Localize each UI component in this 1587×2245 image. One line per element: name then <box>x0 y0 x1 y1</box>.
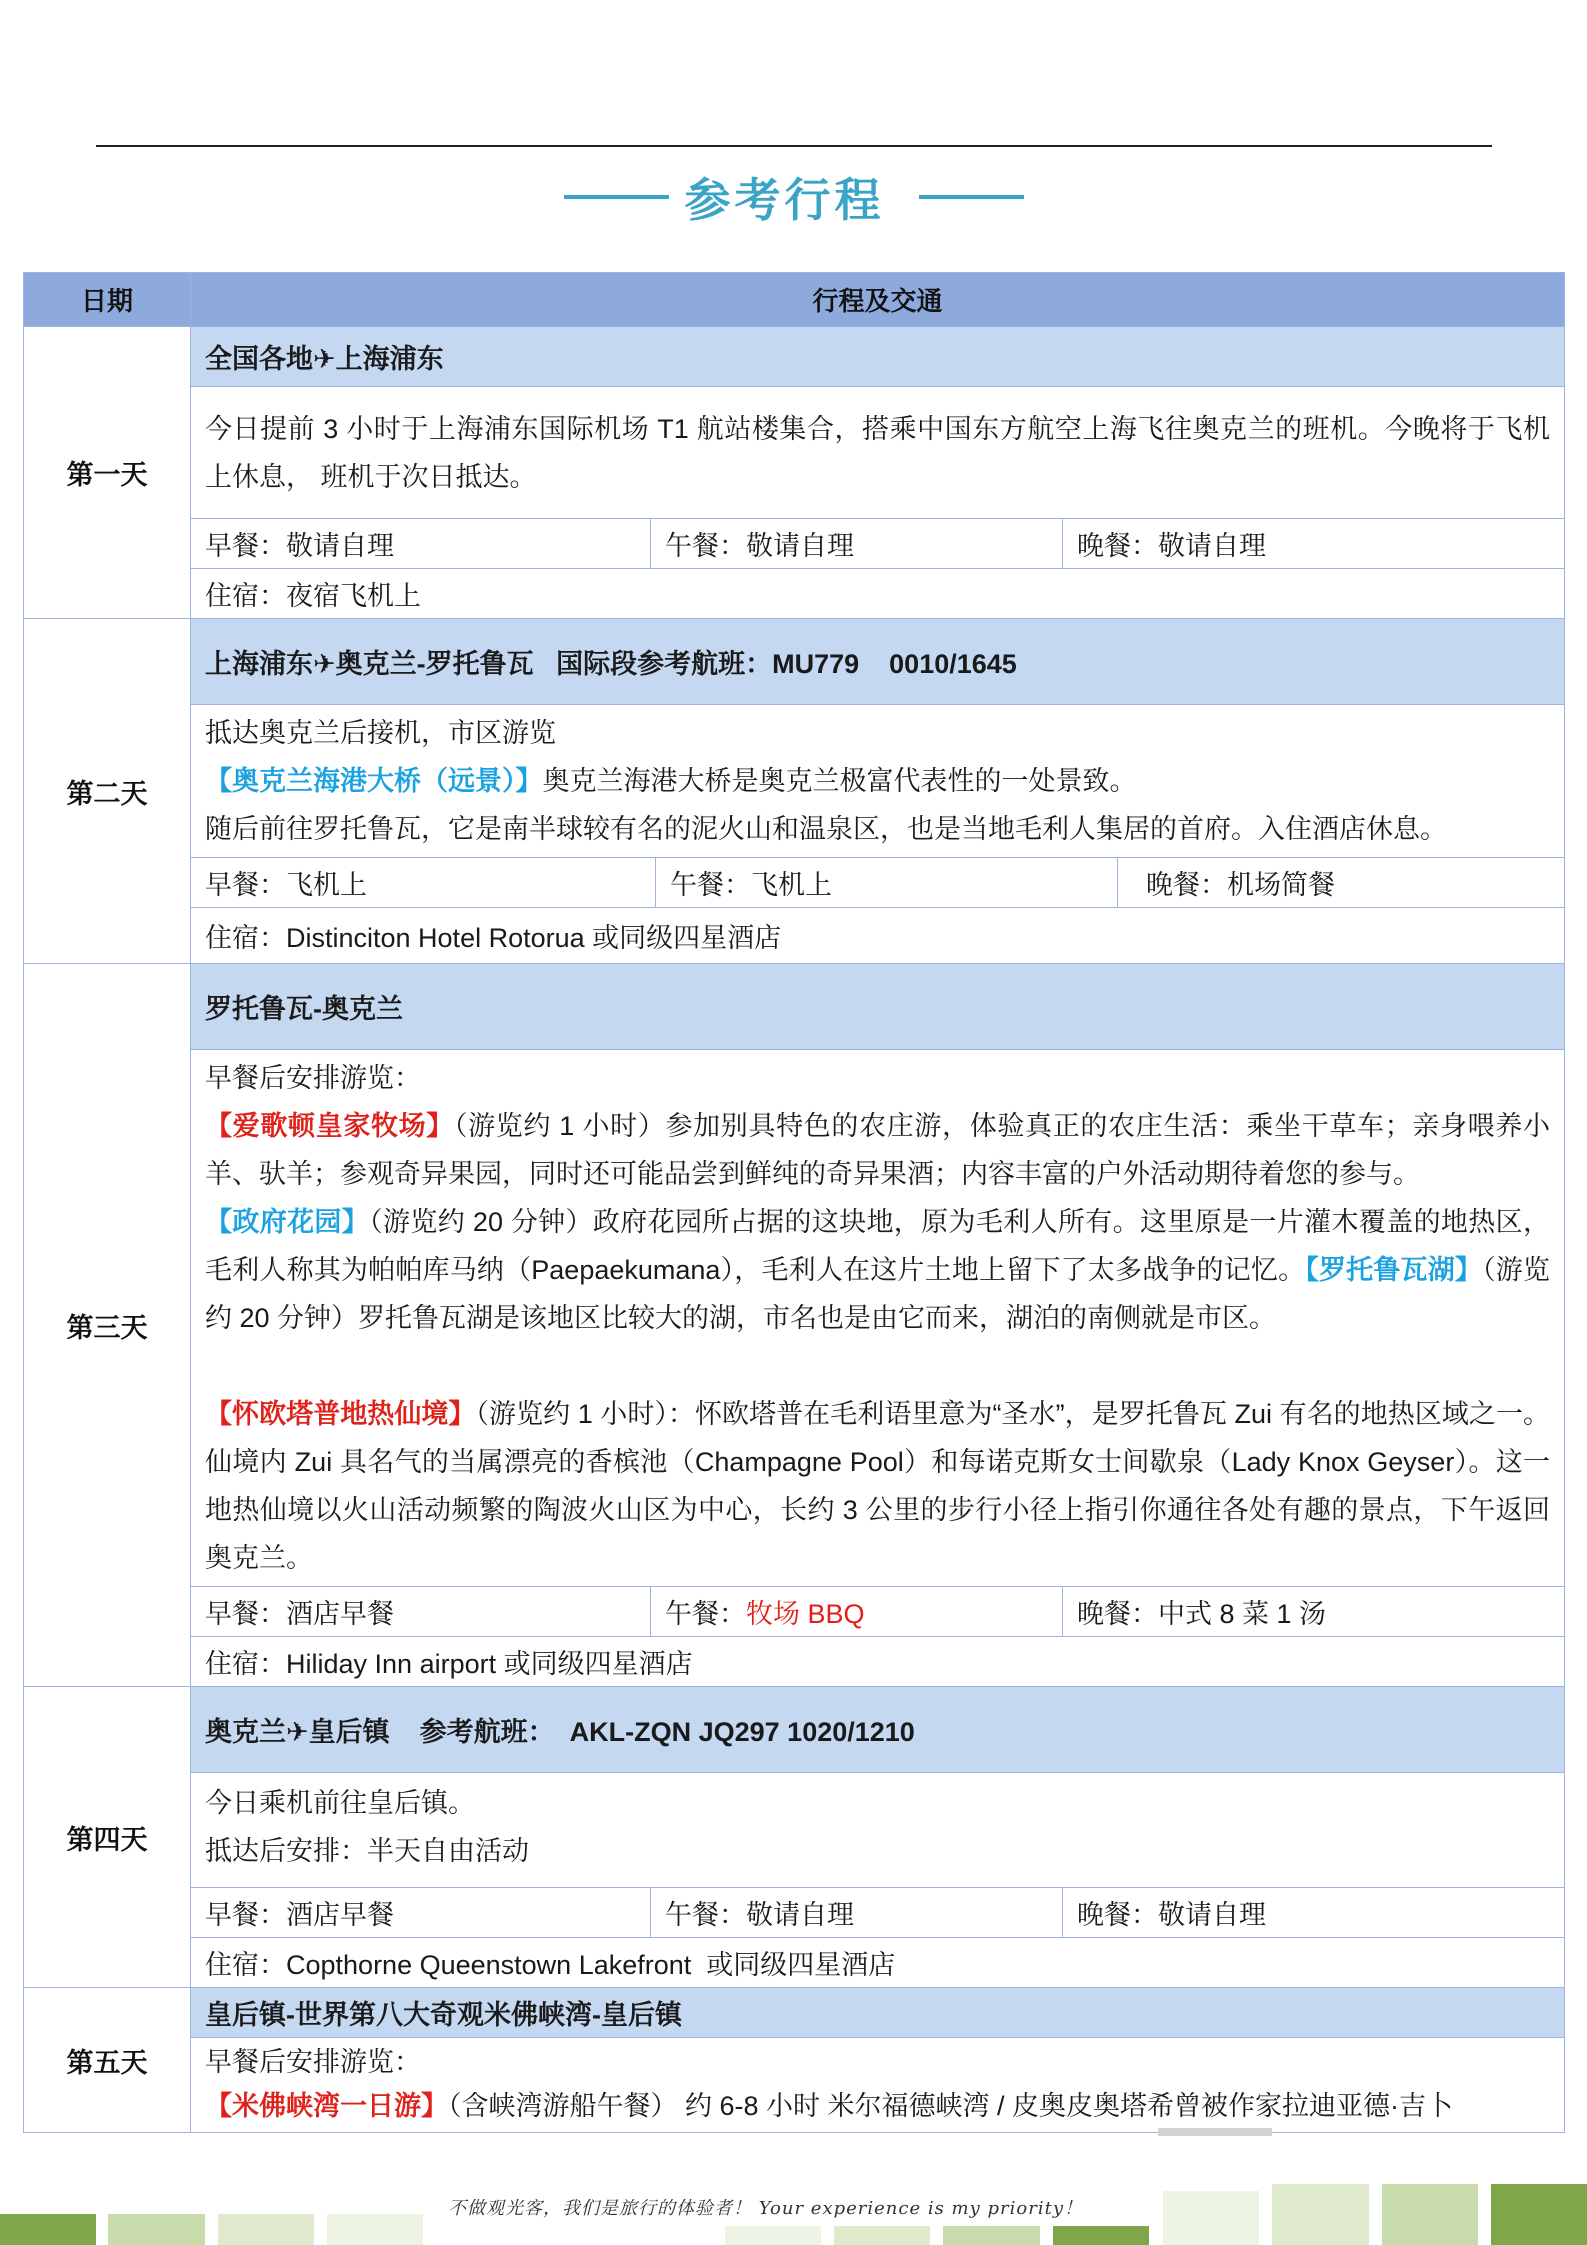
day2-highlight: 【奥克兰海港大桥（远景）】 <box>205 766 543 796</box>
day3-para4-text: （游览约 1 小时）：怀欧塔普在毛利语里意为“圣水”，是罗托鲁瓦 Zui 有名的地热区域之一。仙境内 Zui 具名气的当属漂亮的香槟池（Champagne Pool）和每诺克斯女士间歇泉（Lady Knox Geyser）。这一地热仙境以火山活动频繁的陶波火山区为中心，长约 3 公里的步行小径上指引你通往各处有趣的景点，下午返回奥克兰。 <box>205 1399 1551 1573</box>
day2-line2 <box>205 757 1550 805</box>
day5-route-row <box>24 1988 1565 2038</box>
footer-block-9 <box>1163 2191 1259 2245</box>
day2-meals <box>191 858 1565 908</box>
day3-para3-text: （游览约 20 分钟）罗托鲁瓦湖是该地区比较大的湖，市名也是由它而来，湖泊的南侧就是市区。 <box>205 1255 1550 1333</box>
day5-body <box>191 2038 1565 2133</box>
itinerary-table <box>23 272 1565 2133</box>
heading-dash-left <box>564 195 669 199</box>
footer-block-12 <box>1491 2184 1587 2245</box>
footer-block-3 <box>218 2214 314 2245</box>
day3-body <box>191 1050 1565 1587</box>
day1-route-row <box>24 327 1565 387</box>
day5-body-row <box>24 2038 1565 2133</box>
day1-body: 今日提前 3 小时于上海浦东国际机场 T1 航站楼集合，搭乘中国东方航空上海飞往奥克兰的班机。今晚将于飞机上休息， 班机于次日抵达。 <box>191 387 1565 519</box>
day4-breakfast: 早餐：酒店早餐 <box>191 1888 651 1937</box>
day3-para4 <box>205 1390 1550 1582</box>
day3-spacer <box>205 1342 1550 1390</box>
day2-stay-row <box>24 908 1565 964</box>
day5-highlight-milford: 【米佛峡湾一日游】 <box>205 2091 448 2121</box>
footer-block-7 <box>943 2226 1040 2245</box>
day5-route: 皇后镇-世界第八大奇观米佛峡湾-皇后镇 <box>191 1988 1565 2038</box>
day5-intro: 早餐后安排游览： <box>205 2047 421 2077</box>
footer-block-1 <box>0 2214 96 2245</box>
day4-body <box>191 1773 1565 1888</box>
footer-block-10 <box>1272 2184 1369 2245</box>
day1-route: 全国各地✈上海浦东 <box>191 327 1565 387</box>
day5-para1-text: （含峡湾游船午餐） 约 6-8 小时 米尔福德峡湾 / 皮奥皮奥塔希曾被作家拉迪亚德·吉卜 <box>448 2091 1454 2121</box>
day3-para1-text: （游览约 1 小时）参加别具特色的农庄游，体验真正的农庄生活：乘坐干草车；亲身喂养小羊、驮羊；参观奇异果园，同时还可能品尝到鲜纯的奇异果酒；内容丰富的户外活动期待着您的参与。 <box>205 1111 1550 1189</box>
day2-body-row <box>24 705 1565 858</box>
day2-body <box>191 705 1565 858</box>
day2-line3: 随后前往罗托鲁瓦，它是南半球较有名的泥火山和温泉区，也是当地毛利人集居的首府。入住酒店休息。 <box>205 814 1447 844</box>
day2-line1: 抵达奥克兰后接机，市区游览 <box>205 718 556 748</box>
day3-route: 罗托鲁瓦-奥克兰 <box>191 964 1565 1050</box>
day2-route: 上海浦东✈奥克兰-罗托鲁瓦 国际段参考航班：MU779 0010/1645 <box>191 619 1565 705</box>
day5-para1 <box>205 2084 1550 2128</box>
header-itinerary: 行程及交通 <box>191 273 1565 327</box>
header-date: 日期 <box>24 273 191 327</box>
day3-para2-text: （游览约 20 分钟）政府花园所占据的这块地，原为毛利人所有。这里原是一片灌木覆盖的地热区，毛利人称其为帕帕库马纳（Paepaekumana），毛利人在这片土地上留下了太多战争的记忆。 <box>205 1207 1550 1285</box>
day2-line2-text: 奥克兰海港大桥是奥克兰极富代表性的一处景致。 <box>542 766 1137 796</box>
day4-route: 奥克兰✈皇后镇 参考航班： AKL-ZQN JQ297 1020/1210 <box>191 1687 1565 1773</box>
day1-stay-row <box>24 569 1565 619</box>
day1-meals-row <box>24 519 1565 569</box>
day3-para2 <box>205 1198 1550 1342</box>
day4-stay-row <box>24 1938 1565 1988</box>
day3-route-row <box>24 964 1565 1050</box>
day3-lunch <box>651 1587 1063 1636</box>
day2-label: 第二天 <box>24 619 191 964</box>
day4-label: 第四天 <box>24 1687 191 1988</box>
table-header-row <box>24 273 1565 327</box>
day2-stay: 住宿：Distinciton Hotel Rotorua 或同级四星酒店 <box>191 908 1565 964</box>
day1-stay: 住宿：夜宿飞机上 <box>191 569 1565 619</box>
day4-stay: 住宿：Copthorne Queenstown Lakefront 或同级四星酒店 <box>191 1938 1565 1988</box>
day3-para1 <box>205 1102 1550 1198</box>
page-marker <box>1158 2128 1272 2136</box>
day3-dinner: 晚餐：中式 8 菜 1 汤 <box>1077 1599 1327 1629</box>
footer-block-11 <box>1382 2184 1478 2245</box>
day3-lunch-label: 午餐： <box>665 1599 746 1629</box>
day2-route-row <box>24 619 1565 705</box>
page-title: 参考行程 <box>684 174 885 226</box>
footer-slogan: 不做观光客，我们是旅行的体验者！ Your experience is my priority！ <box>448 2198 1083 2219</box>
day4-line1: 今日乘机前往皇后镇。 <box>205 1788 475 1818</box>
day3-intro: 早餐后安排游览： <box>205 1063 421 1093</box>
day4-body-row <box>24 1773 1565 1888</box>
day3-highlight-farm: 【爱歌顿皇家牧场】 <box>205 1111 454 1141</box>
day2-breakfast: 早餐：飞机上 <box>191 858 656 907</box>
day3-lunch-value: 牧场 BBQ <box>746 1599 865 1629</box>
top-rule <box>96 145 1492 147</box>
day1-meals <box>191 519 1565 569</box>
day5-label: 第五天 <box>24 1988 191 2133</box>
footer-block-5 <box>725 2226 821 2245</box>
day1-dinner: 晚餐：敬请自理 <box>1077 531 1266 561</box>
day3-stay: 住宿：Hiliday Inn airport 或同级四星酒店 <box>191 1637 1565 1687</box>
day4-dinner: 晚餐：敬请自理 <box>1077 1900 1266 1930</box>
day3-breakfast: 早餐：酒店早餐 <box>191 1587 651 1636</box>
day4-line2: 抵达后安排：半天自由活动 <box>205 1836 529 1866</box>
footer-block-6 <box>834 2226 930 2245</box>
day3-meals <box>191 1587 1565 1637</box>
day3-highlight-lake: 【罗托鲁瓦湖】 <box>1305 1255 1483 1285</box>
day2-meals-row <box>24 858 1565 908</box>
day4-lunch: 午餐：敬请自理 <box>651 1888 1063 1937</box>
section-heading <box>0 162 1587 232</box>
day3-body-row <box>24 1050 1565 1587</box>
footer-block-4 <box>327 2214 423 2245</box>
day1-lunch: 午餐：敬请自理 <box>651 519 1063 568</box>
day3-meals-row <box>24 1587 1565 1637</box>
day3-highlight-thermal: 【怀欧塔普地热仙境】 <box>205 1399 476 1429</box>
footer-block-2 <box>108 2214 205 2245</box>
day3-highlight-garden: 【政府花园】 <box>205 1207 370 1237</box>
day1-breakfast: 早餐：敬请自理 <box>191 519 651 568</box>
day3-label: 第三天 <box>24 964 191 1687</box>
day4-route-row <box>24 1687 1565 1773</box>
day4-meals-row <box>24 1888 1565 1938</box>
heading-dash-right <box>919 195 1024 199</box>
day2-dinner: 晚餐：机场简餐 <box>1146 870 1335 900</box>
day1-label: 第一天 <box>24 327 191 619</box>
day3-stay-row <box>24 1637 1565 1687</box>
day1-body-row <box>24 387 1565 519</box>
day4-meals <box>191 1888 1565 1938</box>
day2-lunch: 午餐：飞机上 <box>656 858 1118 907</box>
footer-block-8 <box>1053 2226 1149 2245</box>
